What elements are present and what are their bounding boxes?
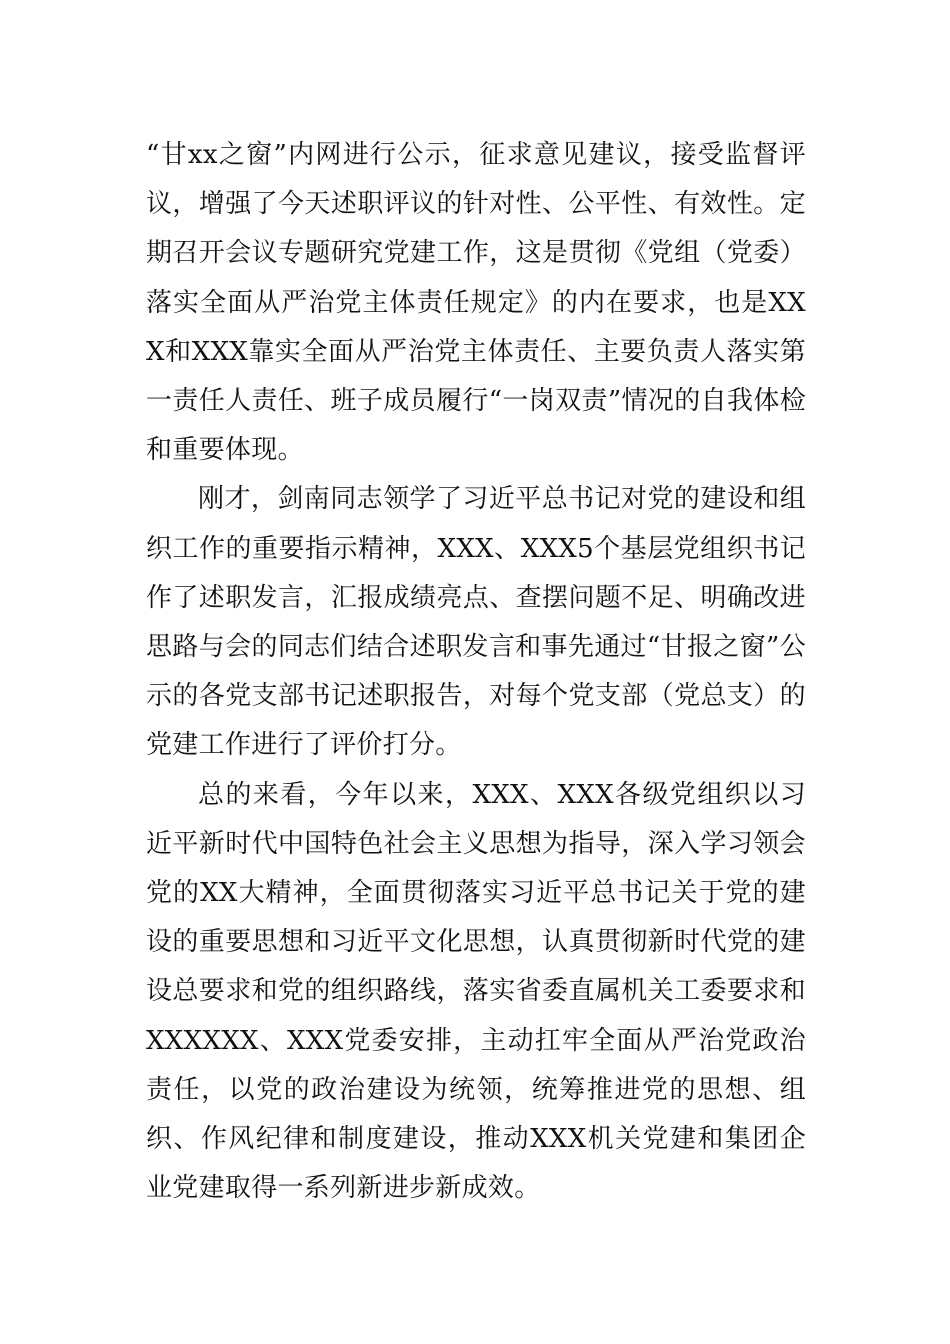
- paragraph-2: 刚才，剑南同志领学了习近平总书记对党的建设和组织工作的重要指示精神，XXX、XXX5个基层党组织书记作了述职发言，汇报成绩亮点、查摆问题不足、明确改进思路与会的同志们结合述职发言和事先通过“甘报之窗”公示的各党支部书记述职报告，对每个党支部（党总支）的党建工作进行了评价打分。: [146, 484, 806, 761]
- paragraph-3: 总的来看，今年以来，XXX、XXX各级党组织以习近平新时代中国特色社会主义思想为指导，深入学习领会党的XX大精神，全面贯彻落实习近平总书记关于党的建设的重要思想和习近平文化思想，认真贯彻新时代党的建设总要求和党的组织路线，落实省委直属机关工委要求和XXXXXX、XXX党委安排，主动扛牢全面从严治党政治责任，以党的政治建设为统领，统筹推进党的思想、组织、作风纪律和制度建设，推动XXX机关党建和集团企业党建取得一系列新进步新成效。: [146, 779, 806, 1204]
- paragraph-1: “甘xx之窗”内网进行公示，征求意见建议，接受监督评议，增强了今天述职评议的针对性、公平性、有效性。定期召开会议专题研究党建工作，这是贯彻《党组（党委）落实全面从严治党主体责任规定》的内在要求，也是XXX和XXX靠实全面从严治党主体责任、主要负责人落实第一责任人责任、班子成员履行“一岗双责”情况的自我体检和重要体现。: [146, 140, 806, 466]
- document-page: [146, 131, 806, 1213]
